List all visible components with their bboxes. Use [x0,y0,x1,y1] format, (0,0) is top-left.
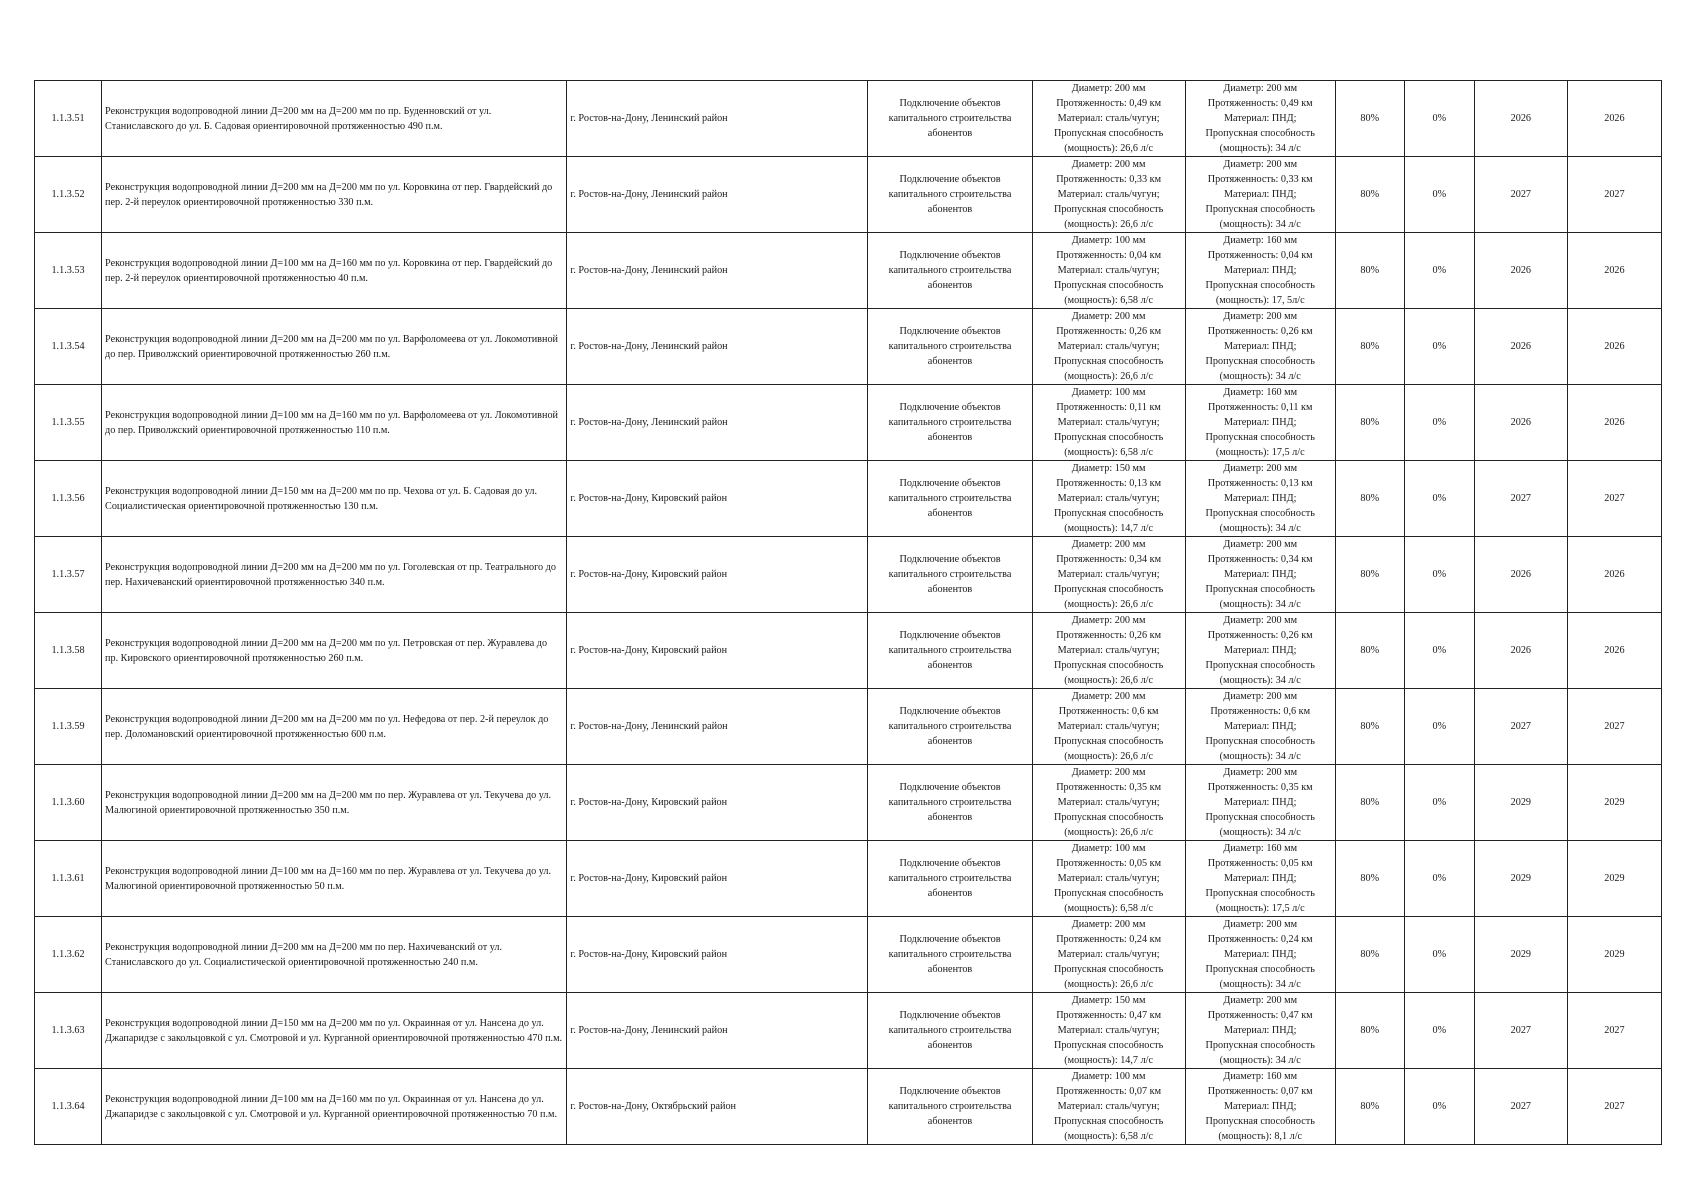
project-purpose: Подключение объектов капитального строительства абонентов [868,1069,1032,1145]
spec-after-line: (мощность): 34 л/с [1219,979,1301,990]
project-purpose: Подключение объектов капитального строительства абонентов [868,309,1032,385]
percent-share: 80% [1335,1069,1404,1145]
spec-after-line: Материал: ПНД; [1224,493,1297,504]
spec-before-line: Материал: сталь/чугун; [1057,569,1160,580]
project-description: Реконструкция водопроводной линии Д=200 мм на Д=200 мм по пер. Журавлева от ул. Текучева до ул. Малюгиной ориентировочной протяженностью 350 п.м. [102,765,567,841]
spec-after-line: Диаметр: 200 мм [1223,767,1298,778]
specs-before [1032,689,1185,765]
spec-before-line: Материал: сталь/чугун; [1057,949,1160,960]
percent-share: 80% [1335,537,1404,613]
year-end: 2027 [1567,157,1661,233]
project-description: Реконструкция водопроводной линии Д=200 мм на Д=200 мм по пер. Нахичеванский от ул. Станиславского до ул. Социалистической ориентировочной протяженностью 240 п.м. [102,917,567,993]
spec-before-line: Материал: сталь/чугун; [1057,1101,1160,1112]
project-purpose: Подключение объектов капитального строительства абонентов [868,613,1032,689]
spec-after-line: Диаметр: 200 мм [1223,995,1298,1006]
spec-before-line: (мощность): 6,58 л/с [1064,903,1154,914]
project-description: Реконструкция водопроводной линии Д=200 мм на Д=200 мм по ул. Гоголевская от пр. Театрального до пер. Нахичеванский ориентировочной протяженностью 340 п.м. [102,537,567,613]
percent-share: 80% [1335,917,1404,993]
spec-before-line: Пропускная способность [1053,888,1164,899]
project-description: Реконструкция водопроводной линии Д=100 мм на Д=160 мм по ул. Окраинная от ул. Нансена до ул. Джапаридзе с закольцовкой с ул. Смотровой и ул. Курганной ориентировочной протяженностью 70 п.м. [102,1069,567,1145]
percent-progress: 0% [1404,917,1474,993]
spec-before-line: Диаметр: 200 мм [1071,691,1146,702]
spec-before-line: Пропускная способность [1053,1116,1164,1127]
specs-before [1032,917,1185,993]
year-end: 2026 [1567,233,1661,309]
spec-before-line: Материал: сталь/чугун; [1057,493,1160,504]
table-row [35,81,1662,157]
spec-after-line: Протяженность: 0,47 км [1207,1010,1313,1021]
project-location: г. Ростов-на-Дону, Ленинский район [567,689,868,765]
row-number: 1.1.3.62 [35,917,102,993]
project-location: г. Ростов-на-Дону, Ленинский район [567,309,868,385]
spec-before-line: Диаметр: 150 мм [1071,995,1146,1006]
spec-after-line: Пропускная способность [1205,964,1315,975]
specs-after [1185,917,1335,993]
spec-after-line: Пропускная способность [1205,1116,1315,1127]
spec-before-line: Диаметр: 200 мм [1071,615,1146,626]
spec-before-line: (мощность): 26,6 л/с [1064,371,1154,382]
project-purpose: Подключение объектов капитального строительства абонентов [868,461,1032,537]
specs-before [1032,1069,1185,1145]
spec-before-line: Пропускная способность [1053,508,1164,519]
project-location: г. Ростов-на-Дону, Ленинский район [567,385,868,461]
spec-before-line: Протяженность: 0,07 км [1056,1086,1162,1097]
spec-after-line: Диаметр: 200 мм [1223,691,1298,702]
spec-before-line: Протяженность: 0,11 км [1056,402,1161,413]
specs-after [1185,765,1335,841]
spec-before-line: Материал: сталь/чугун; [1057,113,1160,124]
specs-after [1185,1069,1335,1145]
year-start: 2027 [1474,993,1567,1069]
spec-after-line: Пропускная способность [1205,128,1315,139]
spec-after-line: (мощность): 34 л/с [1219,523,1301,534]
percent-progress: 0% [1404,461,1474,537]
row-number: 1.1.3.57 [35,537,102,613]
spec-before-line: Пропускная способность [1053,128,1164,139]
row-number: 1.1.3.59 [35,689,102,765]
specs-before [1032,613,1185,689]
specs-before [1032,81,1185,157]
year-start: 2027 [1474,689,1567,765]
spec-after-line: Протяженность: 0,11 км [1207,402,1313,413]
spec-before-line: Диаметр: 100 мм [1071,843,1146,854]
specs-before [1032,537,1185,613]
specs-after [1185,157,1335,233]
project-location: г. Ростов-на-Дону, Октябрьский район [567,1069,868,1145]
project-purpose: Подключение объектов капитального строительства абонентов [868,841,1032,917]
year-start: 2029 [1474,917,1567,993]
project-location: г. Ростов-на-Дону, Кировский район [567,765,868,841]
spec-after-line: Пропускная способность [1205,888,1315,899]
spec-after-line: Диаметр: 200 мм [1223,615,1298,626]
percent-share: 80% [1335,461,1404,537]
spec-after-line: Материал: ПНД; [1224,569,1297,580]
percent-progress: 0% [1404,765,1474,841]
percent-progress: 0% [1404,841,1474,917]
project-location: г. Ростов-на-Дону, Кировский район [567,841,868,917]
row-number: 1.1.3.56 [35,461,102,537]
percent-share: 80% [1335,613,1404,689]
table-row [35,461,1662,537]
percent-progress: 0% [1404,233,1474,309]
project-description: Реконструкция водопроводной линии Д=200 мм на Д=200 мм по ул. Варфоломеева от ул. Локомотивной до пер. Приволжский ориентировочной протяженностью 260 п.м. [102,309,567,385]
row-number: 1.1.3.52 [35,157,102,233]
spec-before-line: (мощность): 14,7 л/с [1064,523,1154,534]
spec-before-line: (мощность): 26,6 л/с [1064,219,1154,230]
percent-progress: 0% [1404,1069,1474,1145]
project-description: Реконструкция водопроводной линии Д=150 мм на Д=200 мм по ул. Окраинная от ул. Нансена до ул. Джапаридзе с закольцовкой с ул. Смотровой и ул. Курганной ориентировочной протяженностью 470 п.м. [102,993,567,1069]
spec-after-line: (мощность): 34 л/с [1219,371,1301,382]
specs-after [1185,613,1335,689]
project-description: Реконструкция водопроводной линии Д=100 мм на Д=160 мм по ул. Варфоломеева от ул. Локомотивной до пер. Приволжский ориентировочной протяженностью 110 п.м. [102,385,567,461]
spec-before-line: Материал: сталь/чугун; [1057,797,1160,808]
spec-after-line: Материал: ПНД; [1224,341,1297,352]
spec-after-line: Диаметр: 200 мм [1223,539,1298,550]
table-row [35,613,1662,689]
spec-before-line: Пропускная способность [1053,964,1164,975]
specs-after [1185,309,1335,385]
year-start: 2029 [1474,765,1567,841]
year-start: 2026 [1474,81,1567,157]
spec-after-line: Пропускная способность [1205,508,1315,519]
spec-after-line: (мощность): 34 л/с [1219,675,1301,686]
percent-progress: 0% [1404,993,1474,1069]
project-description: Реконструкция водопроводной линии Д=200 мм на Д=200 мм по ул. Петровская от пер. Журавлева до пр. Кировского ориентировочной протяженностью 260 п.м. [102,613,567,689]
spec-before-line: Протяженность: 0,26 км [1056,630,1162,641]
spec-after-line: Пропускная способность [1205,280,1315,291]
spec-after-line: Материал: ПНД; [1224,1025,1297,1036]
project-purpose: Подключение объектов капитального строительства абонентов [868,689,1032,765]
year-end: 2027 [1567,993,1661,1069]
spec-after-line: Диаметр: 160 мм [1223,843,1298,854]
spec-after-line: (мощность): 17,5 л/с [1215,447,1305,458]
year-end: 2026 [1567,537,1661,613]
spec-after-line: Диаметр: 200 мм [1223,463,1298,474]
year-end: 2027 [1567,689,1661,765]
spec-before-line: Протяженность: 0,49 км [1056,98,1162,109]
spec-before-line: Пропускная способность [1053,204,1164,215]
spec-before-line: Протяженность: 0,26 км [1056,326,1162,337]
spec-after-line: Протяженность: 0,49 км [1207,98,1313,109]
spec-before-line: Протяженность: 0,47 км [1056,1010,1162,1021]
spec-after-line: (мощность): 34 л/с [1219,827,1301,838]
spec-before-line: (мощность): 26,6 л/с [1064,827,1154,838]
year-end: 2026 [1567,385,1661,461]
spec-before-line: Диаметр: 200 мм [1071,919,1146,930]
row-number: 1.1.3.63 [35,993,102,1069]
specs-before [1032,385,1185,461]
row-number: 1.1.3.60 [35,765,102,841]
percent-progress: 0% [1404,385,1474,461]
percent-progress: 0% [1404,81,1474,157]
specs-before [1032,157,1185,233]
year-end: 2029 [1567,917,1661,993]
spec-after-line: Материал: ПНД; [1224,113,1297,124]
specs-before [1032,993,1185,1069]
spec-after-line: Диаметр: 160 мм [1223,235,1298,246]
percent-progress: 0% [1404,689,1474,765]
spec-after-line: Пропускная способность [1205,356,1315,367]
project-location: г. Ростов-на-Дону, Кировский район [567,537,868,613]
spec-before-line: Материал: сталь/чугун; [1057,265,1160,276]
spec-before-line: Протяженность: 0,35 км [1056,782,1162,793]
specs-after [1185,233,1335,309]
project-location: г. Ростов-на-Дону, Ленинский район [567,81,868,157]
spec-before-line: (мощность): 6,58 л/с [1064,1131,1154,1142]
spec-after-line: Пропускная способность [1205,584,1315,595]
spec-after-line: Материал: ПНД; [1224,1101,1297,1112]
project-location: г. Ростов-на-Дону, Ленинский район [567,993,868,1069]
project-location: г. Ростов-на-Дону, Кировский район [567,461,868,537]
percent-share: 80% [1335,841,1404,917]
spec-after-line: Диаметр: 160 мм [1223,1071,1298,1082]
project-purpose: Подключение объектов капитального строительства абонентов [868,765,1032,841]
specs-before [1032,841,1185,917]
project-description: Реконструкция водопроводной линии Д=200 мм на Д=200 мм по ул. Коровкина от пер. Гвардейский до пер. 2-й переулок ориентировочной протяженностью 330 п.м. [102,157,567,233]
year-end: 2026 [1567,309,1661,385]
spec-before-line: Протяженность: 0,6 км [1058,706,1159,717]
spec-before-line: (мощность): 26,6 л/с [1064,751,1154,762]
year-start: 2026 [1474,309,1567,385]
spec-before-line: Пропускная способность [1053,660,1164,671]
spec-after-line: Пропускная способность [1205,204,1315,215]
table-row [35,1069,1662,1145]
spec-before-line: (мощность): 6,58 л/с [1064,447,1154,458]
spec-after-line: (мощность): 34 л/с [1219,143,1301,154]
table-row [35,841,1662,917]
spec-before-line: Протяженность: 0,33 км [1056,174,1162,185]
specs-before [1032,461,1185,537]
project-purpose: Подключение объектов капитального строительства абонентов [868,157,1032,233]
spec-before-line: Диаметр: 100 мм [1071,387,1146,398]
row-number: 1.1.3.64 [35,1069,102,1145]
table-row [35,537,1662,613]
table-row [35,385,1662,461]
percent-share: 80% [1335,689,1404,765]
project-purpose: Подключение объектов капитального строительства абонентов [868,537,1032,613]
spec-before-line: (мощность): 6,58 л/с [1064,295,1154,306]
row-number: 1.1.3.58 [35,613,102,689]
percent-share: 80% [1335,81,1404,157]
year-end: 2027 [1567,461,1661,537]
spec-after-line: Материал: ПНД; [1224,797,1297,808]
spec-after-line: Диаметр: 160 мм [1223,387,1298,398]
spec-before-line: Протяженность: 0,05 км [1056,858,1162,869]
spec-after-line: Материал: ПНД; [1224,949,1297,960]
spec-before-line: Пропускная способность [1053,432,1164,443]
spec-after-line: Пропускная способность [1205,660,1315,671]
spec-after-line: Пропускная способность [1205,812,1315,823]
investment-program-table [34,80,1662,1145]
spec-before-line: Протяженность: 0,34 км [1056,554,1162,565]
spec-after-line: (мощность): 8,1 л/с [1218,1131,1303,1142]
row-number: 1.1.3.53 [35,233,102,309]
year-end: 2029 [1567,841,1661,917]
spec-after-line: Диаметр: 200 мм [1223,159,1298,170]
year-start: 2029 [1474,841,1567,917]
year-start: 2027 [1474,1069,1567,1145]
project-purpose: Подключение объектов капитального строительства абонентов [868,993,1032,1069]
spec-before-line: Пропускная способность [1053,1040,1164,1051]
specs-after [1185,841,1335,917]
year-end: 2027 [1567,1069,1661,1145]
percent-progress: 0% [1404,157,1474,233]
spec-before-line: Диаметр: 200 мм [1071,311,1146,322]
spec-after-line: Материал: ПНД; [1224,873,1297,884]
spec-before-line: Диаметр: 100 мм [1071,235,1146,246]
table-row [35,689,1662,765]
year-start: 2026 [1474,537,1567,613]
spec-before-line: (мощность): 26,6 л/с [1064,143,1154,154]
percent-share: 80% [1335,385,1404,461]
spec-before-line: Материал: сталь/чугун; [1057,721,1160,732]
specs-after [1185,537,1335,613]
spec-before-line: Материал: сталь/чугун; [1057,1025,1160,1036]
spec-after-line: Диаметр: 200 мм [1223,83,1298,94]
year-start: 2027 [1474,157,1567,233]
year-start: 2026 [1474,385,1567,461]
spec-before-line: Диаметр: 200 мм [1071,83,1146,94]
spec-before-line: Пропускная способность [1053,812,1164,823]
spec-before-line: Диаметр: 150 мм [1071,463,1146,474]
spec-after-line: Материал: ПНД; [1224,265,1297,276]
specs-before [1032,765,1185,841]
spec-before-line: Пропускная способность [1053,584,1164,595]
table-row [35,157,1662,233]
row-number: 1.1.3.54 [35,309,102,385]
spec-after-line: (мощность): 34 л/с [1219,599,1301,610]
spec-after-line: Материал: ПНД; [1224,417,1297,428]
spec-before-line: Диаметр: 200 мм [1071,539,1146,550]
spec-after-line: Диаметр: 200 мм [1223,311,1298,322]
spec-after-line: Пропускная способность [1205,1040,1315,1051]
project-location: г. Ростов-на-Дону, Ленинский район [567,157,868,233]
spec-after-line: (мощность): 34 л/с [1219,219,1301,230]
spec-before-line: Материал: сталь/чугун; [1057,189,1160,200]
spec-after-line: Протяженность: 0,05 км [1207,858,1313,869]
spec-before-line: (мощность): 26,6 л/с [1064,675,1154,686]
percent-share: 80% [1335,765,1404,841]
spec-after-line: Протяженность: 0,24 км [1207,934,1313,945]
spec-after-line: (мощность): 17, 5л/с [1215,295,1305,306]
spec-before-line: Диаметр: 200 мм [1071,767,1146,778]
spec-before-line: Диаметр: 200 мм [1071,159,1146,170]
spec-before-line: Протяженность: 0,04 км [1056,250,1162,261]
spec-after-line: Протяженность: 0,6 км [1210,706,1311,717]
row-number: 1.1.3.61 [35,841,102,917]
spec-after-line: Пропускная способность [1205,736,1315,747]
spec-after-line: Протяженность: 0,13 км [1207,478,1313,489]
project-description: Реконструкция водопроводной линии Д=200 мм на Д=200 мм по ул. Нефедова от пер. 2-й переулок до пер. Доломановский ориентировочной протяженностью 600 п.м. [102,689,567,765]
specs-after [1185,81,1335,157]
spec-before-line: Диаметр: 100 мм [1071,1071,1146,1082]
project-description: Реконструкция водопроводной линии Д=200 мм на Д=200 мм по пр. Буденновский от ул. Станиславского до ул. Б. Садовая ориентировочной протяженностью 490 п.м. [102,81,567,157]
year-end: 2029 [1567,765,1661,841]
spec-after-line: Протяженность: 0,33 км [1207,174,1313,185]
spec-before-line: Материал: сталь/чугун; [1057,645,1160,656]
year-start: 2027 [1474,461,1567,537]
project-location: г. Ростов-на-Дону, Кировский район [567,917,868,993]
table-row [35,917,1662,993]
specs-after [1185,385,1335,461]
spec-after-line: Протяженность: 0,07 км [1207,1086,1313,1097]
specs-after [1185,461,1335,537]
spec-before-line: Протяженность: 0,24 км [1056,934,1162,945]
table-row [35,765,1662,841]
specs-before [1032,309,1185,385]
spec-after-line: Материал: ПНД; [1224,189,1297,200]
table-body [35,81,1662,1145]
spec-after-line: Материал: ПНД; [1224,645,1297,656]
specs-after [1185,993,1335,1069]
specs-before [1032,233,1185,309]
spec-after-line: (мощность): 17,5 л/с [1215,903,1305,914]
spec-after-line: (мощность): 34 л/с [1219,1055,1301,1066]
spec-before-line: (мощность): 26,6 л/с [1064,979,1154,990]
spec-after-line: Диаметр: 200 мм [1223,919,1298,930]
percent-progress: 0% [1404,537,1474,613]
project-description: Реконструкция водопроводной линии Д=100 мм на Д=160 мм по ул. Коровкина от пер. Гвардейский до пер. 2-й переулок ориентировочной протяженностью 40 п.м. [102,233,567,309]
year-end: 2026 [1567,613,1661,689]
percent-progress: 0% [1404,613,1474,689]
spec-before-line: Материал: сталь/чугун; [1057,417,1160,428]
spec-after-line: Пропускная способность [1205,432,1315,443]
project-description: Реконструкция водопроводной линии Д=150 мм на Д=200 мм по пр. Чехова от ул. Б. Садовая до ул. Социалистическая ориентировочной протяженностью 130 п.м. [102,461,567,537]
table-row [35,233,1662,309]
row-number: 1.1.3.51 [35,81,102,157]
specs-after [1185,689,1335,765]
project-purpose: Подключение объектов капитального строительства абонентов [868,233,1032,309]
project-description: Реконструкция водопроводной линии Д=100 мм на Д=160 мм по пер. Журавлева от ул. Текучева до ул. Малюгиной ориентировочной протяженностью 50 п.м. [102,841,567,917]
table-row [35,309,1662,385]
percent-share: 80% [1335,993,1404,1069]
spec-before-line: (мощность): 26,6 л/с [1064,599,1154,610]
spec-after-line: Протяженность: 0,26 км [1207,630,1313,641]
spec-before-line: Материал: сталь/чугун; [1057,341,1160,352]
percent-share: 80% [1335,309,1404,385]
project-location: г. Ростов-на-Дону, Кировский район [567,613,868,689]
spec-after-line: Протяженность: 0,35 км [1207,782,1313,793]
spec-before-line: (мощность): 14,7 л/с [1064,1055,1154,1066]
year-start: 2026 [1474,613,1567,689]
year-start: 2026 [1474,233,1567,309]
project-purpose: Подключение объектов капитального строительства абонентов [868,917,1032,993]
row-number: 1.1.3.55 [35,385,102,461]
spec-after-line: (мощность): 34 л/с [1219,751,1301,762]
project-purpose: Подключение объектов капитального строительства абонентов [868,81,1032,157]
spec-before-line: Пропускная способность [1053,736,1164,747]
percent-share: 80% [1335,233,1404,309]
spec-after-line: Протяженность: 0,26 км [1207,326,1313,337]
spec-before-line: Пропускная способность [1053,280,1164,291]
year-end: 2026 [1567,81,1661,157]
spec-before-line: Протяженность: 0,13 км [1056,478,1162,489]
spec-before-line: Пропускная способность [1053,356,1164,367]
project-purpose: Подключение объектов капитального строительства абонентов [868,385,1032,461]
percent-share: 80% [1335,157,1404,233]
spec-after-line: Протяженность: 0,34 км [1207,554,1313,565]
project-location: г. Ростов-на-Дону, Ленинский район [567,233,868,309]
percent-progress: 0% [1404,309,1474,385]
table-row [35,993,1662,1069]
spec-after-line: Материал: ПНД; [1224,721,1297,732]
spec-before-line: Материал: сталь/чугун; [1057,873,1160,884]
spec-after-line: Протяженность: 0,04 км [1207,250,1313,261]
